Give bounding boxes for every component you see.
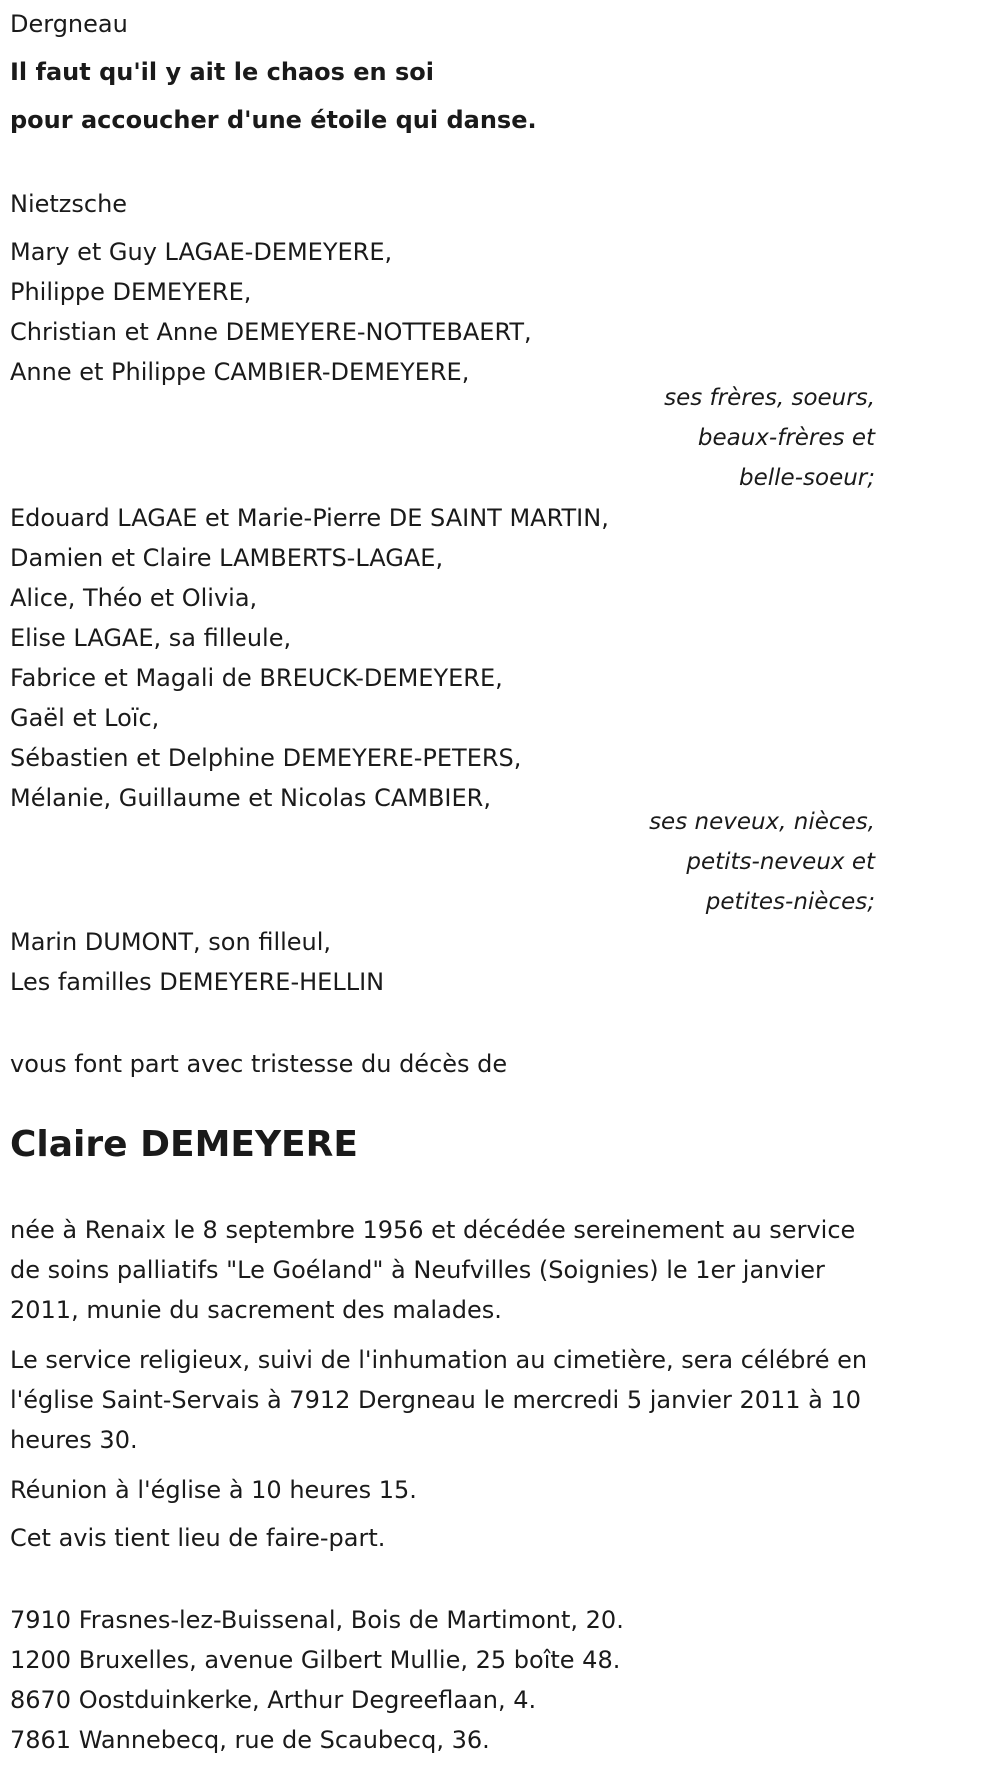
address-line: 8670 Oostduinkerke, Arthur Degreeflaan, 4. xyxy=(10,1686,537,1714)
sibling-relation: beaux-frères et xyxy=(697,425,875,451)
notice-paragraph: Cet avis tient lieu de faire-part. xyxy=(10,1524,386,1552)
address-line: 1200 Bruxelles, avenue Gilbert Mullie, 25 boîte 48. xyxy=(10,1646,621,1674)
other-relative: Les familles DEMEYERE-HELLIN xyxy=(10,968,385,996)
sibling-relation: belle-soeur; xyxy=(739,465,875,491)
nephew-relation: petits-neveux et xyxy=(686,849,875,875)
nephew-name: Elise LAGAE, sa filleule, xyxy=(10,624,292,652)
address-line: 7910 Frasnes-lez-Buissenal, Bois de Martimont, 20. xyxy=(10,1606,624,1634)
announcement-text: vous font part avec tristesse du décès de xyxy=(10,1050,508,1078)
meeting-paragraph: Réunion à l'église à 10 heures 15. xyxy=(10,1476,417,1504)
quote-line-1: Il faut qu'il y ait le chaos en soi xyxy=(10,58,434,86)
quote-line-2: pour accoucher d'une étoile qui danse. xyxy=(10,106,537,134)
place-name: Dergneau xyxy=(10,10,128,38)
nephew-name: Fabrice et Magali de BREUCK-DEMEYERE, xyxy=(10,664,503,692)
sibling-name: Anne et Philippe CAMBIER-DEMEYERE, xyxy=(10,358,470,386)
nephew-name: Damien et Claire LAMBERTS-LAGAE, xyxy=(10,544,444,572)
service-paragraph: Le service religieux, suivi de l'inhumation au cimetière, sera célébré en l'église Saint-Servais à 7912 Dergneau le mercredi 5 janvier 2011 à 10 heures 30. xyxy=(10,1346,868,1454)
nephew-name: Sébastien et Delphine DEMEYERE-PETERS, xyxy=(10,744,522,772)
nephew-relation: ses neveux, nièces, xyxy=(649,809,875,835)
nephew-name: Mélanie, Guillaume et Nicolas CAMBIER, xyxy=(10,784,491,812)
sibling-name: Philippe DEMEYERE, xyxy=(10,278,252,306)
nephew-name: Gaël et Loïc, xyxy=(10,704,160,732)
nephew-relation: petites-nièces; xyxy=(705,889,875,915)
address-line: 7861 Wannebecq, rue de Scaubecq, 36. xyxy=(10,1726,490,1754)
sibling-relation: ses frères, soeurs, xyxy=(664,385,875,411)
other-relative: Marin DUMONT, son filleul, xyxy=(10,928,332,956)
nephew-name: Edouard LAGAE et Marie-Pierre DE SAINT MARTIN, xyxy=(10,504,609,532)
deceased-name: Claire DEMEYERE xyxy=(10,1124,358,1165)
quote-author: Nietzsche xyxy=(10,190,128,218)
birth-paragraph: née à Renaix le 8 septembre 1956 et décédée sereinement au service de soins palliatifs "Le Goéland" à Neufvilles (Soignies) le 1er janvier 2011, munie du sacrement des malades. xyxy=(10,1216,856,1324)
sibling-name: Mary et Guy LAGAE-DEMEYERE, xyxy=(10,238,393,266)
nephew-name: Alice, Théo et Olivia, xyxy=(10,584,258,612)
sibling-name: Christian et Anne DEMEYERE-NOTTEBAERT, xyxy=(10,318,532,346)
